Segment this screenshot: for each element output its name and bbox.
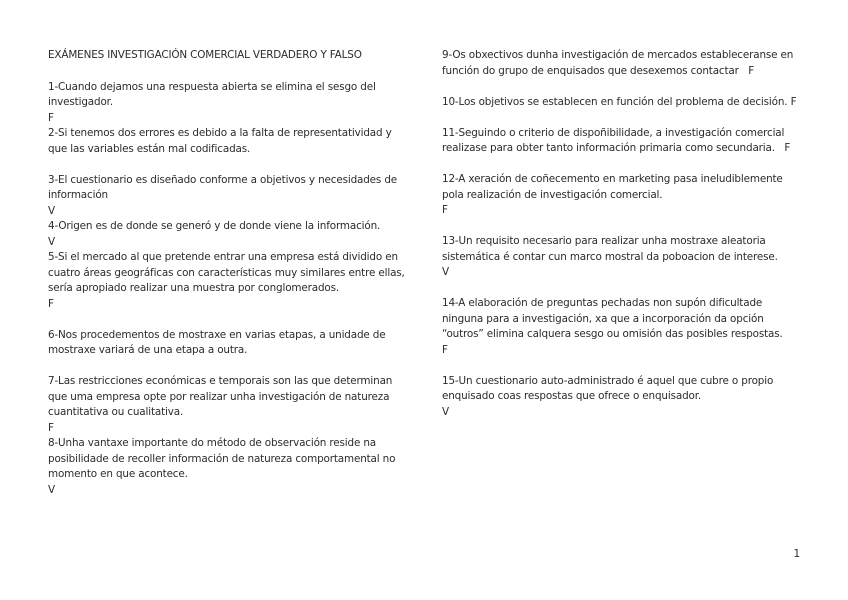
- answer: V: [442, 266, 449, 278]
- question-text: 3-El cuestionario es diseñado conforme a objetivos y necesidades de información: [48, 173, 398, 201]
- left-column: [48, 48, 413, 498]
- page-number: 1: [793, 548, 800, 560]
- answer: F: [442, 204, 448, 216]
- answer: F: [48, 297, 54, 310]
- answer: V: [442, 405, 449, 418]
- question-text: 4-Origen es de donde se generó y de donde viene la información.: [48, 220, 381, 232]
- question-text: 12-A xeración de coñecemento en marketing pasa ineludiblemente pola realización de investigación comercial.: [442, 173, 783, 201]
- answer: F: [748, 64, 755, 77]
- answer: F: [48, 111, 54, 124]
- question-text: 8-Unha vantaxe importante do método de observación reside na posibilidade de recoller información de natureza comportamental no momento en que acontece.: [48, 437, 396, 480]
- question-text: 13-Un requisito necesario para realizar unha mostraxe aleatoria sistemática é contar cun marco mostral da poboacion de interese.: [442, 235, 778, 263]
- answer: V: [48, 483, 55, 496]
- question-3: [48, 173, 413, 220]
- question-12: [442, 172, 802, 219]
- question-text: 5-Si el mercado al que pretende entrar una empresa está dividido en cuatro áreas geográficas con características muy similares entre ellas, sería apropiado realizar una muestra por conglomerados.: [48, 251, 405, 294]
- question-15: [442, 374, 802, 421]
- question-2: [48, 126, 413, 157]
- question-text: 1-Cuando dejamos una respuesta abierta se elimina el sesgo del investigador.: [48, 80, 376, 108]
- question-text: 11-Seguindo o criterio de dispoñibilidade, a investigación comercial realizase para obter tanto información primaria como secundaria.: [442, 126, 785, 154]
- answer: F: [48, 421, 54, 434]
- answer: F: [442, 343, 448, 356]
- question-9: [442, 48, 802, 79]
- question-text: 10-Los objetivos se establecen en función del problema de decisión.: [442, 95, 788, 108]
- question-text: 14-A elaboración de preguntas pechadas non supón dificultade ninguna para a investigación, xa que a incorporación da opción “outros” elimina calquera sesgo ou omisión das posibles respostas.: [442, 297, 783, 340]
- right-column: [442, 48, 802, 420]
- answer: F: [790, 95, 797, 108]
- answer: V: [48, 204, 55, 217]
- question-14: [442, 296, 802, 358]
- question-text: 2-Si tenemos dos errores es debido a la falta de representatividad y que las variables están mal codificadas.: [48, 127, 392, 155]
- question-10: [442, 95, 802, 111]
- question-13: [442, 234, 802, 281]
- question-6: [48, 328, 413, 359]
- document-title: EXÁMENES INVESTIGACIÓN COMERCIAL VERDADERO Y FALSO: [48, 49, 362, 61]
- question-text: 7-Las restricciones económicas e temporais son las que determinan que uma empresa opte por realizar unha investigación de natureza cuantitativa ou cualitativa.: [48, 375, 393, 418]
- question-8: [48, 436, 413, 498]
- question-1: [48, 80, 413, 127]
- question-text: 6-Nos procedementos de mostraxe en varias etapas, a unidade de mostraxe variará de una etapa a outra.: [48, 328, 386, 356]
- answer: F: [784, 142, 791, 154]
- question-11: [442, 126, 802, 157]
- question-7: [48, 374, 413, 436]
- question-text: 9-Os obxectivos dunha investigación de mercados estableceranse en función do grupo de enquisados que desexemos contactar: [442, 49, 794, 77]
- answer: V: [48, 235, 55, 248]
- question-4: [48, 219, 413, 250]
- question-5: [48, 250, 413, 312]
- question-text: 15-Un cuestionario auto-administrado é aquel que cubre o propio enquisado coas respostas que ofrece o enquisador.: [442, 374, 774, 402]
